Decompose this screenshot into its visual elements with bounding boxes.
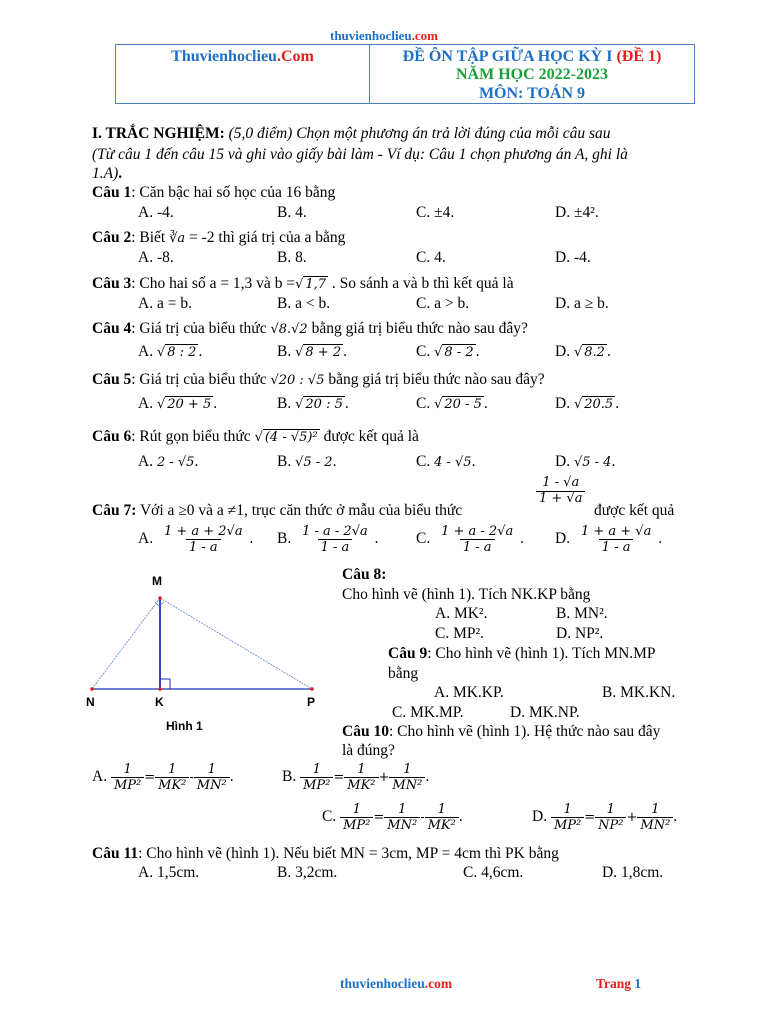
q11-option-d[interactable]: D. 1,8cm. bbox=[602, 864, 664, 881]
q4-option-a[interactable]: A. √ 8 : 2 . bbox=[138, 343, 203, 360]
q2-option-d[interactable]: D. -4. bbox=[555, 249, 591, 266]
q7-option-d[interactable]: D. $\frac{1 + a + √a}{1 - a}$ . bbox=[555, 524, 663, 555]
right-angle-mark-K bbox=[160, 679, 170, 689]
question-9: Câu 9: Cho hình vẽ (hình 1). Tích MN.MP bbox=[388, 645, 656, 662]
q10-option-d[interactable]: D. $\frac{1}{\text{MP²}}$ = $\frac{1}{\text{NP²}}$ + $\frac{1}{\text{MN²}}$ . bbox=[532, 802, 678, 833]
q6-option-c[interactable]: C. 4 - √5. bbox=[416, 453, 476, 470]
q7-option-a[interactable]: A. $\frac{1 + a + 2√a}{1 - a}$ . bbox=[138, 524, 254, 555]
q4-option-b[interactable]: B. √ 8 + 2 . bbox=[277, 343, 347, 360]
question-6: Câu 6: Rút gọn biểu thức √ (4 - √5)² được kết quả là bbox=[92, 428, 419, 445]
q5-option-c[interactable]: C. √ 20 - 5 . bbox=[416, 395, 488, 412]
question-8: Cho hình vẽ (hình 1). Tích NK.KP bằng bbox=[342, 586, 591, 603]
section-heading: I. TRẮC NGHIỆM: (5,0 điểm) Chọn một phương án trả lời đúng của mỗi câu sau bbox=[92, 125, 611, 142]
q1-option-d[interactable]: D. ±4². bbox=[555, 204, 599, 221]
site-banner: thuvienhoclieu.com bbox=[330, 28, 438, 43]
q2-option-a[interactable]: A. -8. bbox=[138, 249, 174, 266]
q2-option-c[interactable]: C. 4. bbox=[416, 249, 446, 266]
q6-option-b[interactable]: B. √5 - 2. bbox=[277, 453, 337, 470]
question-9-cont: bằng bbox=[388, 665, 419, 682]
q5-option-a[interactable]: A. √ 20 + 5 . bbox=[138, 395, 218, 412]
point-M bbox=[158, 596, 162, 600]
q3-option-c[interactable]: C. a > b. bbox=[416, 295, 470, 312]
question-10-cont: là đúng? bbox=[342, 742, 395, 759]
question-5: Câu 5: Giá trị của biểu thức √20 : √5 bằng giá trị biểu thức nào sau đây? bbox=[92, 371, 545, 388]
q10-option-a[interactable]: A. $\frac{1}{\text{MP²}}$ = $\frac{1}{\text{MK²}}$ - $\frac{1}{\text{MN²}}$ . bbox=[92, 762, 234, 793]
q1-option-c[interactable]: C. ±4. bbox=[416, 204, 455, 221]
label-P: P bbox=[307, 695, 316, 709]
figure-caption: Hình 1 bbox=[166, 719, 203, 733]
question-7: Câu 7: Với a ≥0 và a ≠1, trục căn thức ở mẫu của biểu thức bbox=[92, 502, 463, 519]
q11-option-a[interactable]: A. 1,5cm. bbox=[138, 864, 200, 881]
title-cell bbox=[370, 45, 694, 103]
q11-option-c[interactable]: C. 4,6cm. bbox=[463, 864, 524, 881]
q2-option-b[interactable]: B. 8. bbox=[277, 249, 307, 266]
page-number: Trang 1 bbox=[596, 976, 642, 991]
q9-option-c[interactable]: C. MK.MP. bbox=[392, 704, 464, 721]
brand-cell: Thuvienhoclieu.Com bbox=[116, 45, 370, 103]
q9-option-b[interactable]: B. MK.KN. bbox=[602, 684, 676, 701]
question-8-label: Câu 8: bbox=[342, 566, 387, 583]
q10-option-b[interactable]: B. $\frac{1}{\text{MP²}}$ = $\frac{1}{\text{MK²}}$ + $\frac{1}{\text{MN²}}$ . bbox=[282, 762, 430, 793]
q10-option-c[interactable]: C. $\frac{1}{\text{MP²}}$ = $\frac{1}{\text{MN²}}$ - $\frac{1}{\text{MK²}}$ . bbox=[322, 802, 463, 833]
footer-site: thuvienhoclieu.com bbox=[340, 976, 453, 991]
instructions-line2: (Từ câu 1 đến câu 15 và ghi vào giấy bài làm - Ví dụ: Câu 1 chọn phương án A, ghi là bbox=[92, 146, 628, 163]
question-10: Câu 10: Cho hình vẽ (hình 1). Hệ thức nào sau đây bbox=[342, 723, 661, 740]
question-4: Câu 4: Giá trị của biểu thức √8.√2 bằng giá trị biểu thức nào sau đây? bbox=[92, 320, 528, 337]
question-3: Câu 3: Cho hai số a = 1,3 và b =√ 1,7 . So sánh a và b thì kết quả là bbox=[92, 275, 514, 292]
q3-option-b[interactable]: B. a < b. bbox=[277, 295, 331, 312]
subject: MÔN: TOÁN 9 bbox=[478, 84, 586, 102]
q7-option-b[interactable]: B. $\frac{1 - a - 2√a}{1 - a}$ . bbox=[277, 524, 379, 555]
segment-MN bbox=[92, 598, 160, 689]
q8-option-c[interactable]: C. MP². bbox=[435, 625, 485, 642]
q9-option-a[interactable]: A. MK.KP. bbox=[434, 684, 504, 701]
question-2: Câu 2: Biết ∛a = -2 thì giá trị của a bằng bbox=[92, 229, 346, 246]
q6-option-a[interactable]: A. 2 - √5. bbox=[138, 453, 199, 470]
label-K: K bbox=[155, 695, 164, 709]
header-box bbox=[115, 44, 695, 104]
figure-1-triangle bbox=[80, 570, 330, 740]
q1-option-a[interactable]: A. -4. bbox=[138, 204, 174, 221]
q7-tail: được kết quả bbox=[594, 502, 675, 519]
q5-option-b[interactable]: B. √ 20 : 5 . bbox=[277, 395, 349, 412]
question-1: Câu 1: Căn bậc hai số học của 16 bằng bbox=[92, 184, 336, 201]
exam-title: ĐỀ ÔN TẬP GIỮA HỌC KỲ I (ĐỀ 1) bbox=[402, 48, 662, 65]
label-M: M bbox=[152, 574, 162, 588]
q1-option-b[interactable]: B. 4. bbox=[277, 204, 307, 221]
point-K bbox=[158, 687, 162, 691]
q4-option-c[interactable]: C. √ 8 - 2 . bbox=[416, 343, 480, 360]
q5-option-d[interactable]: D. √ 20.5 . bbox=[555, 395, 620, 412]
q8-option-a[interactable]: A. MK². bbox=[435, 605, 488, 622]
q11-option-b[interactable]: B. 3,2cm. bbox=[277, 864, 338, 881]
q9-option-d[interactable]: D. MK.NP. bbox=[510, 704, 580, 721]
segment-MP bbox=[160, 598, 312, 689]
q8-option-b[interactable]: B. MN². bbox=[556, 605, 608, 622]
point-P bbox=[310, 687, 314, 691]
q7-expression: $\frac{1 - √a}{1 + √a}$ bbox=[536, 476, 585, 507]
q6-option-d[interactable]: D. √5 - 4. bbox=[555, 453, 616, 470]
label-N: N bbox=[86, 695, 95, 709]
q3-option-a[interactable]: A. a = b. bbox=[138, 295, 192, 312]
q4-option-d[interactable]: D. √ 8.2 . bbox=[555, 343, 611, 360]
school-year: NĂM HỌC 2022-2023 bbox=[456, 66, 608, 84]
question-11: Câu 11: Cho hình vẽ (hình 1). Nếu biết MN = 3cm, MP = 4cm thì PK bằng bbox=[92, 845, 559, 862]
point-N bbox=[90, 687, 94, 691]
q3-option-d[interactable]: D. a ≥ b. bbox=[555, 295, 609, 312]
instructions-line3: 1.A). bbox=[92, 165, 123, 182]
q7-option-c[interactable]: C. $\frac{1 + a - 2√a}{1 - a}$ . bbox=[416, 524, 524, 555]
q8-option-d[interactable]: D. NP². bbox=[556, 625, 604, 642]
